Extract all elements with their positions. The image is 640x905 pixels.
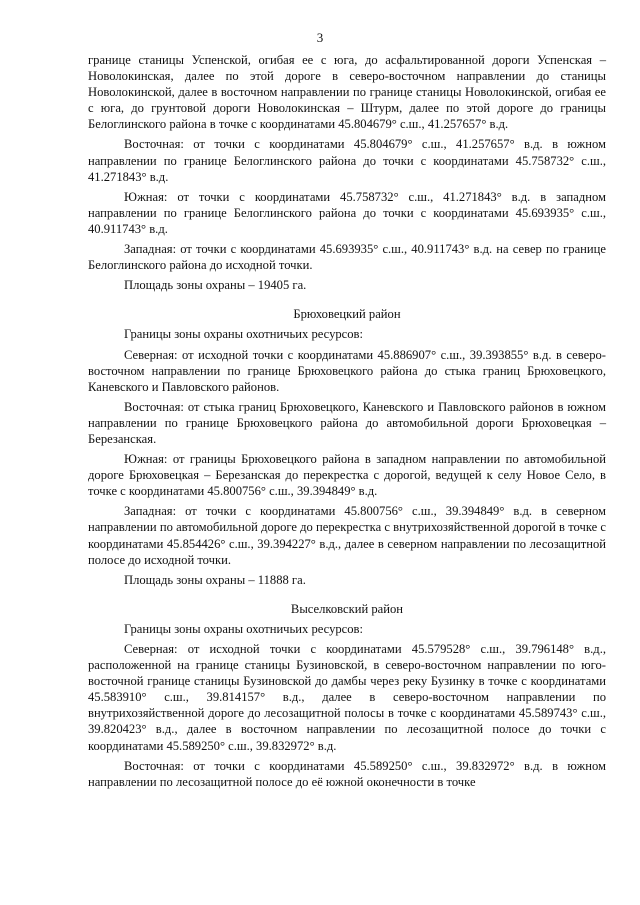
- paragraph-east-border: Восточная: от точки с координатами 45.589250° с.ш., 39.832972° в.д. в южном направлении по лесозащитной полосе до её южной оконечности в точке: [88, 758, 606, 789]
- paragraph-east-border: Восточная: от точки с координатами 45.804679° с.ш., 41.257657° в.д. в южном направлении по границе Белоглинского района до точки с координатами 45.758732° с.ш., 41.271843° в.д.: [88, 137, 606, 184]
- paragraph-borders-intro: Границы зоны охраны охотничьих ресурсов:: [124, 327, 363, 342]
- paragraph-north-continuation: границе станицы Успенской, огибая ее с юга, до асфальтированной дороги Успенская – Новолокинская, далее по этой дороге в северо-восточном направлении до станицы Новолокинской, далее в восточном направлении по границе станицы Новолокинской, огибая ее с юга, до грунтовой дороги Новолокинская – Штурм, далее по этой дороге до границы Белоглинского района в точке с координатами 45.804679° с.ш., 41.257657° в.д.: [88, 53, 606, 132]
- document-body: [88, 52, 606, 790]
- paragraph-west-border: Западная: от точки с координатами 45.800756° с.ш., 39.394849° в.д. в северном направлении по автомобильной дороге до перекрестка с внутрихозяйственной дорогой в точке с координатами 45.854426° с.ш., 39.394227° в.д., далее в северном направлении по лесозащитной полосе до исходной точки.: [88, 504, 606, 567]
- paragraph-east-border: Восточная: от стыка границ Брюховецкого, Каневского и Павловского районов в южном направлении по границе Брюховецкого района до автомобильной дороги Брюховецкая – Березанская.: [88, 399, 606, 446]
- paragraph-west-border: Западная: от точки с координатами 45.693935° с.ш., 40.911743° в.д. на север по границе Белоглинского района до исходной точки.: [88, 242, 606, 273]
- paragraph-north-border: Северная: от исходной точки с координатами 45.886907° с.ш., 39.393855° в.д. в северо-восточном направлении по границе Брюховецкого района до стыка границ Брюховецкого, Каневского и Павловского районов.: [88, 347, 606, 394]
- page-number: 3: [316, 30, 324, 45]
- section-heading-bryukhovetsky: Брюховецкий район: [293, 307, 401, 322]
- paragraph-borders-intro: Границы зоны охраны охотничьих ресурсов:: [124, 621, 363, 636]
- paragraph-north-border: Северная: от исходной точки с координатами 45.579528° с.ш., 39.796148° в.д., расположенной на границе станицы Бузиновской, в северо-восточном направлении по юго-восточной границе станицы Бузиновской до дамбы через реку Бузинку в точке с координатами 45.583910° с.ш., 39.814157° в.д., далее в северо-восточном направлении по внутрихозяйственной дороге до лесозащитной полосы в точке с координатами 45.589743° с.ш., 39.820423° в.д., далее в восточном направлении по лесозащитной полосе до точки с координатами 45.589250° с.ш., 39.832972° в.д.: [88, 642, 606, 753]
- paragraph-area: Площадь зоны охраны – 11888 га.: [124, 572, 306, 587]
- paragraph-south-border: Южная: от точки с координатами 45.758732° с.ш., 41.271843° в.д. в западном направлении по границе Белоглинского района до точки с координатами 45.693935° с.ш., 40.911743° в.д.: [88, 189, 606, 236]
- section-heading-vyselkovsky: Выселковский район: [290, 601, 404, 616]
- paragraph-south-border: Южная: от границы Брюховецкого района в западном направлении по автомобильной дороге Брюховецкая – Березанская до перекрестка с дорогой, ведущей к селу Новое Село, в точке с координатами 45.800756° с.ш., 39.394849° в.д.: [88, 452, 606, 499]
- paragraph-area: Площадь зоны охраны – 19405 га.: [124, 278, 307, 293]
